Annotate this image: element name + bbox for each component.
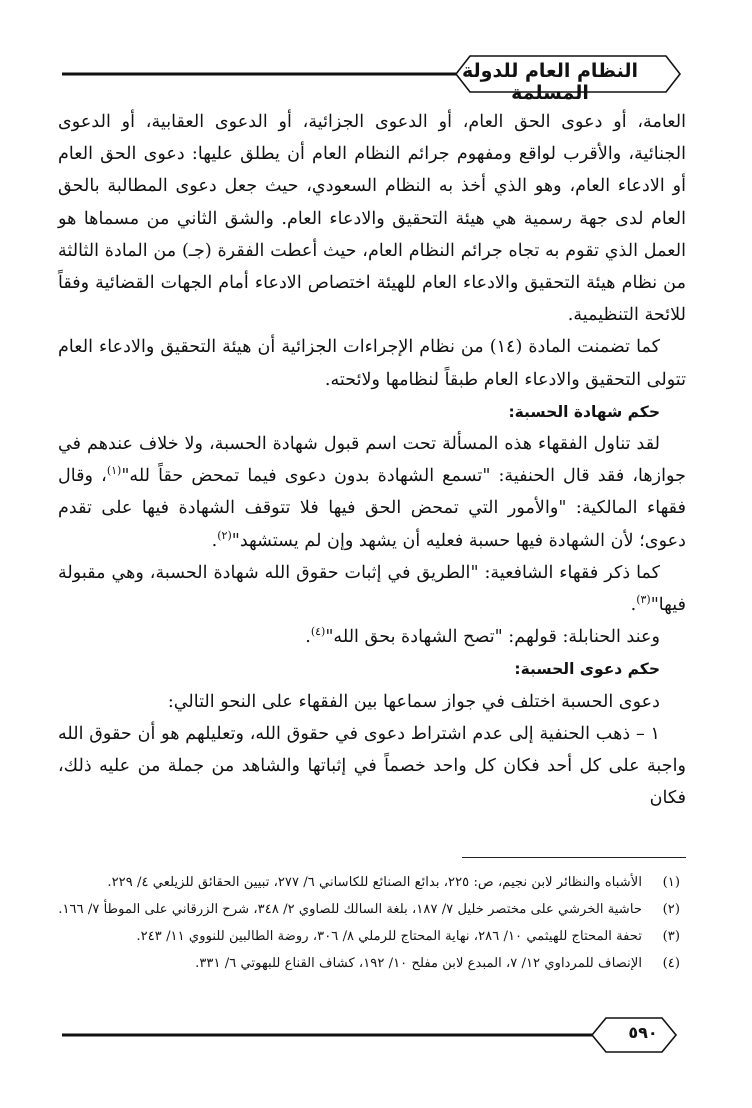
footnote-number: (٢) — [662, 902, 680, 917]
page-number: ٥٩٠ — [628, 1023, 658, 1042]
footnote-4 — [58, 951, 686, 976]
paragraph-5-end: . — [305, 627, 311, 648]
footnote-1 — [58, 870, 686, 895]
header-title: النظام العام للدولة المسلمة — [462, 60, 638, 104]
paragraph-4-text: كما ذكر فقهاء الشافعية: "الطريق في إثبات حقوق الله شهادة الحسبة، وهي مقبولة فيها" — [58, 562, 686, 616]
footnote-text: الأشباه والنظائر لابن نجيم، ص: ٢٢٥، بدائع الصنائع للكاساني ٦/ ٢٧٧، تبيين الحقائق للزيلعي ٤/ ٢٢٩. — [107, 875, 642, 890]
paragraph-4-end: . — [630, 595, 637, 616]
footnote-text: الإنصاف للمرداوي ١٢/ ٧، المبدع لابن مفلح ١٠/ ١٩٢، كشاف القناع للبهوتي ٦/ ٣٣١. — [195, 956, 642, 971]
paragraph-2: كما تضمنت المادة (١٤) من نظام الإجراءات الجزائية أن هيئة التحقيق والادعاء العام تتولى التحقيق والادعاء العام طبقاً لنظامها ولائحته. — [58, 337, 686, 390]
paragraph-5 — [58, 621, 686, 653]
footnote-ref-3: (٣) — [636, 593, 651, 607]
paragraph-7: ١ – ذهب الحنفية إلى عدم اشتراط دعوى في حقوق الله، وتعليلهم هو أن حقوق الله واجبة على كل أحد فكان كل واحد خصماً في إثباتها والشاهد من جملة من عليه ذلك، فكان — [58, 723, 686, 809]
main-text — [58, 106, 686, 814]
footnote-ref-1: (١) — [106, 464, 122, 478]
paragraph-4 — [58, 557, 686, 621]
paragraph-6: دعوى الحسبة اختلف في جواز سماعها بين الفقهاء على النحو التالي: — [167, 691, 660, 712]
footnote-number: (١) — [662, 875, 680, 890]
paragraph-3-text-b: ، وقال فقهاء المالكية: "والأمور التي تمحض الحق فيها فلا تتوقف الشهادة فيها على تقدم دعوى؛ لأن الشهادة فيها حسبة فعليه أن يشهد وإن لم يستشهد" — [58, 466, 686, 551]
footnote-ref-4: (٤) — [310, 625, 326, 639]
footnote-separator — [462, 857, 686, 858]
footnote-number: (٤) — [662, 956, 680, 971]
footnote-ref-2: (٢) — [217, 528, 232, 542]
section-heading-lawsuit-hisbah: حكم دعوى الحسبة: — [514, 660, 660, 679]
page-footer — [58, 1014, 686, 1056]
paragraph-1: العامة، أو دعوى الحق العام، أو الدعوى الجزائية، أو الدعوى العقابية، أو الدعوى الجنائية، والأقرب لواقع ومفهوم جرائم النظام العام أن يطلق عليها: دعوى الحق العام أو الادعاء العام، وهو الذي أخذ به النظام السعودي، حيث جعل دعوى المطالبة بالحق العام لدى جهة رسمية هي هيئة التحقيق والادعاء العام. والشق الثاني من مسماها هو العمل الذي تقوم به تجاه جرائم النظام العام، حيث أعطت الفقرة (جـ) من المادة الثالثة من نظام هيئة التحقيق والادعاء العام للهيئة اختصاص الادعاء أمام الجهات القضائية وفقاً للائحة التنظيمية. — [58, 112, 686, 326]
paragraph-5-text: وعند الحنابلة: قولهم: "تصح الشهادة بحق الله" — [325, 627, 660, 648]
footer-ornament — [58, 1014, 686, 1056]
paragraph-3-text-a: لقد تناول الفقهاء هذه المسألة تحت اسم قبول شهادة الحسبة، ولا خلاف عندهم في جوازها، فقد قال الحنفية: "تسمع الشهادة بدون دعوى فيما تمحض حقاً لله" — [58, 434, 686, 487]
footnote-2 — [58, 897, 686, 922]
footnote-text: تحفة المحتاج للهيثمي ١٠/ ٢٨٦، نهاية المحتاج للرملي ٨/ ٣٠٦، روضة الطالبين للنووي ١١/ ٢٤٣. — [136, 929, 642, 944]
footnote-3 — [58, 924, 686, 949]
footnote-text: حاشية الخرشي على مختصر خليل ٧/ ١٨٧، بلغة السالك للصاوي ٢/ ٣٤٨، شرح الزرقاني على الموطأ ٧/ ١٦٦. — [58, 902, 642, 917]
running-header — [58, 52, 686, 104]
paragraph-3 — [58, 428, 686, 557]
footnote-number: (٣) — [662, 929, 680, 944]
footnotes — [58, 870, 686, 978]
paragraph-3-end: . — [211, 530, 218, 551]
section-heading-witness-hisbah: حكم شهادة الحسبة: — [508, 402, 660, 421]
